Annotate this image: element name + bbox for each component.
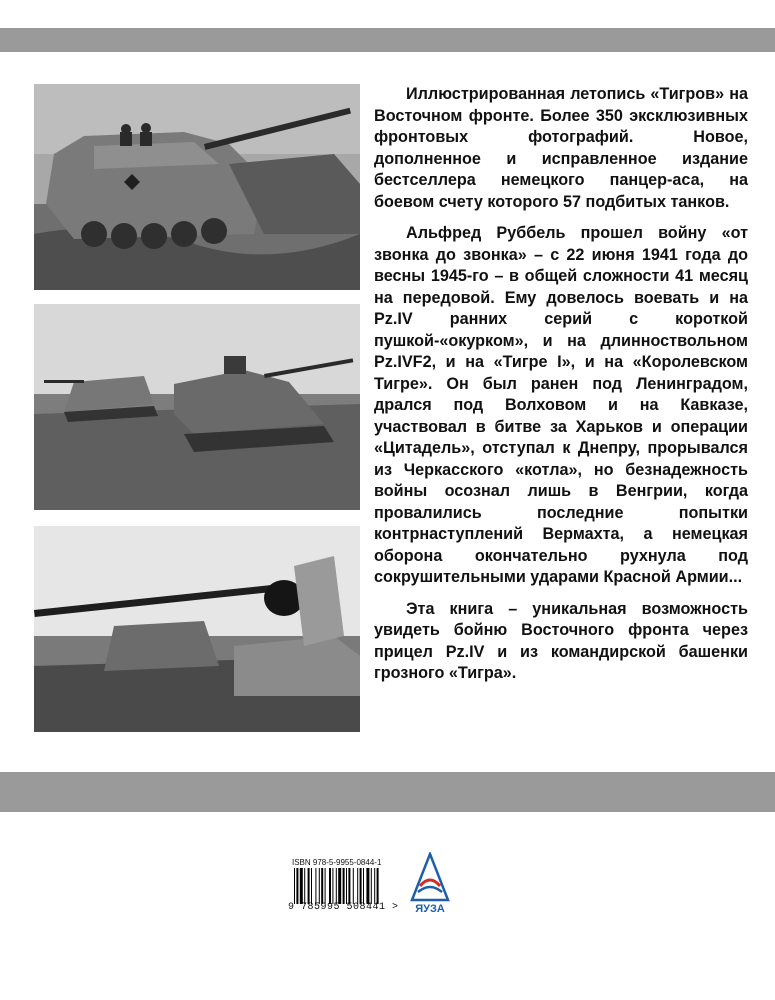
barcode-bars [294,868,402,904]
top-gray-band [0,28,775,52]
blurb-paragraph-1: Иллюстрированная летопись «Тигров» на Восточном фронте. Более 350 эксклюзивных фронтовых фотографий. Новое, дополненное и исправленное издание бестселлера немецкого панцер-аса, на боевом счету которого 57 подбитых танков. [374,85,748,211]
photo-tiger-tanks [34,304,360,510]
publisher-logo-text: ЯУЗА [415,903,445,914]
blurb-text [374,84,748,695]
barcode-digits: 9 785995 508441 > [288,902,399,913]
publisher-logo [410,852,450,914]
blurb-paragraph-2: Альфред Руббель прошел войну «от звонка до звонка» – с 22 июня 1941 года до весны 1945-го – в общей сложности 41 месяц на передовой. Ему довелось воевать и на Pz.IV ранних серий с короткой пушкой-«окурком», и на длинноствольном Pz.IVF2, и на «Тигре I», и на «Королевском Тигре». Он был ранен под Ленинградом, дрался под Волховом и на Кавказе, участвовал в битве за Харьков и операции «Цитадель», отступал к Днепру, прорывался из Черкасского «котла», но безнадежность войны осознал лишь в Венгрии, когда провалились последние попытки контрнаступлений Вермахта, а немецкая оборона окончательно рухнула под сокрушительными ударами Красной Армии... [374,224,748,586]
isbn-label: ISBN 978-5-9955-0844-1 [292,858,382,867]
isbn-barcode [288,858,406,912]
photo-tiger-gun [34,526,360,732]
photo-king-tiger [34,84,360,290]
blurb-paragraph-3: Эта книга – уникальная возможность увидеть бойню Восточного фронта через прицел Pz.IV и из командирской башенки грозного «Тигра». [374,599,748,682]
bottom-gray-band [0,772,775,812]
